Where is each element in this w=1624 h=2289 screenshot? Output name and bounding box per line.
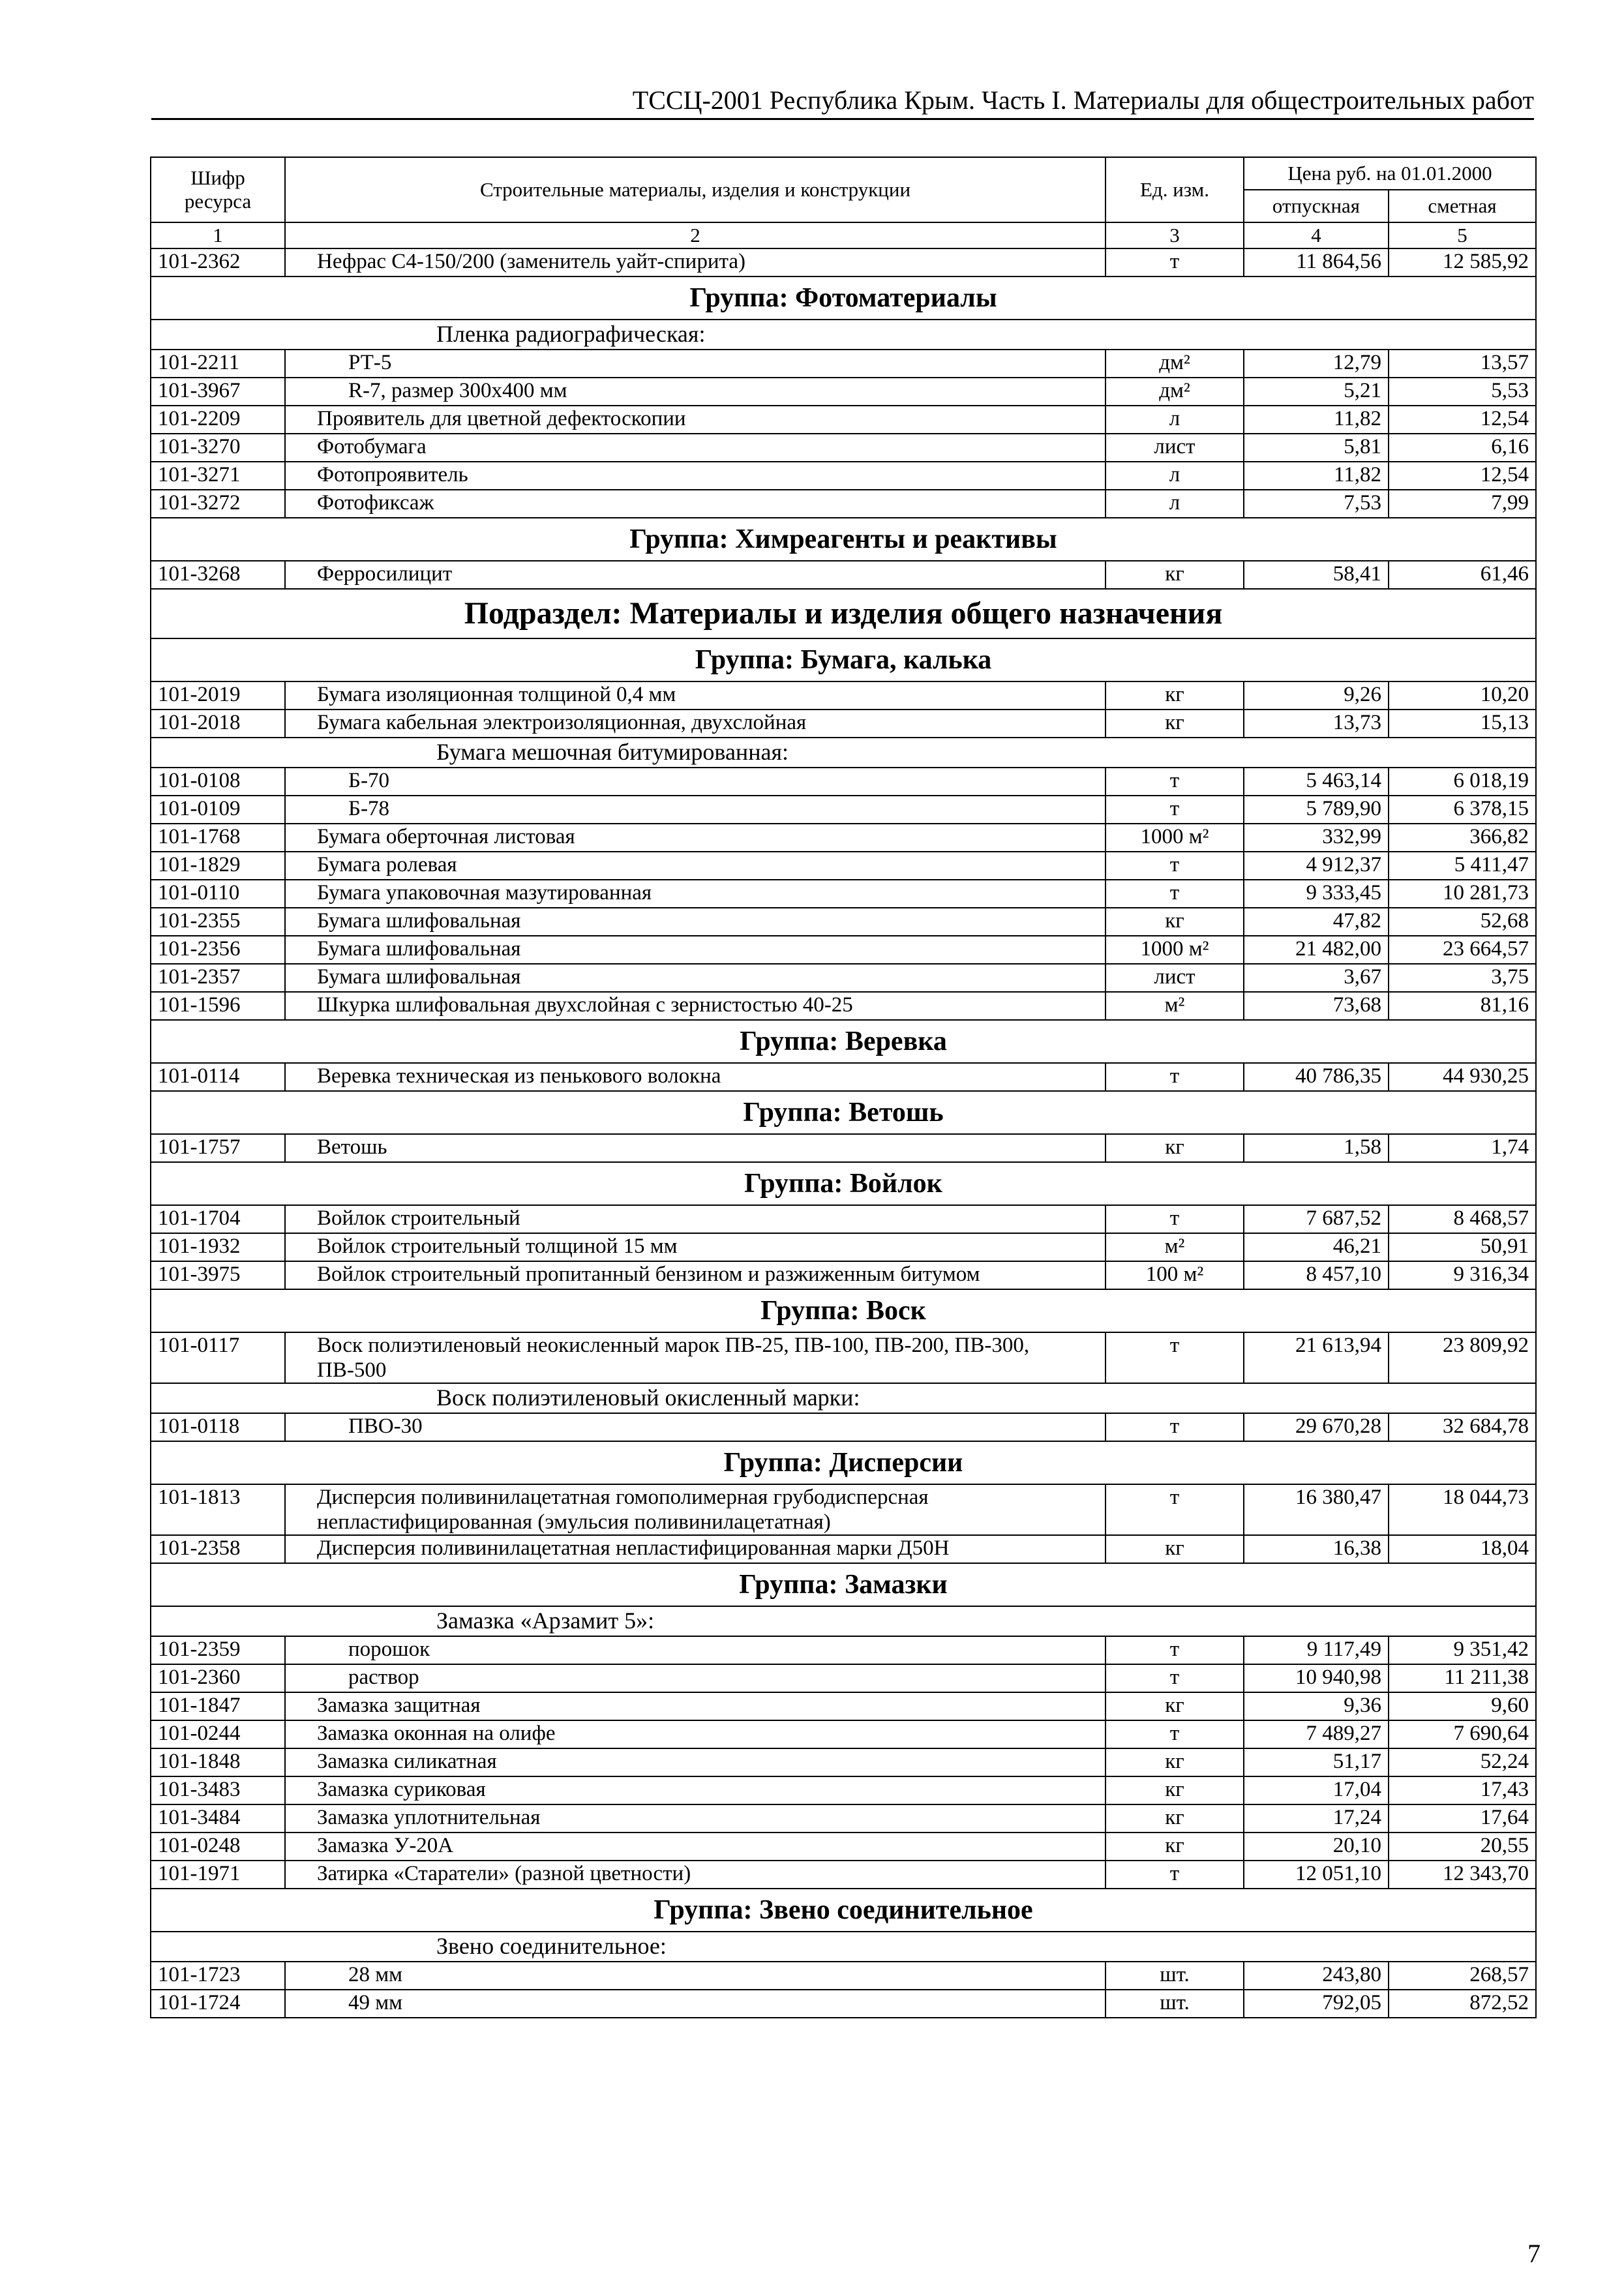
table-row: [151, 378, 1536, 406]
material-name: Затирка «Старатели» (разной цветности): [285, 1861, 1105, 1889]
subheading-label: Воск полиэтиленовый окисленный марки:: [285, 1383, 1536, 1413]
price-estimate-cell: 12 343,70: [1389, 1861, 1536, 1889]
unit-cell: т: [1105, 1861, 1244, 1889]
resource-code: 101-3272: [151, 490, 285, 518]
resource-code: 101-1848: [151, 1748, 285, 1776]
table-row: [151, 1664, 1536, 1692]
table-row: [151, 1332, 1536, 1383]
resource-code: 101-0110: [151, 880, 285, 908]
table-row: [151, 1990, 1536, 2018]
section-heading: Подраздел: Материалы и изделия общего назначения: [151, 589, 1536, 638]
material-name: Бумага шлифовальная: [285, 964, 1105, 992]
table-row: [151, 490, 1536, 518]
group-heading-row: [151, 1091, 1536, 1134]
material-name: ПВО-30: [285, 1413, 1105, 1441]
group-heading: Группа: Фотоматериалы: [151, 277, 1536, 320]
resource-code: 101-2357: [151, 964, 285, 992]
group-heading-row: [151, 518, 1536, 561]
price-estimate-cell: 11 211,38: [1389, 1664, 1536, 1692]
table-row: [151, 248, 1536, 277]
table-row: [151, 1833, 1536, 1861]
resource-code: 101-3967: [151, 378, 285, 406]
material-name: Замазка У-20А: [285, 1833, 1105, 1861]
resource-code: 101-1932: [151, 1233, 285, 1261]
price-release-cell: 7 489,27: [1244, 1720, 1389, 1748]
table-row: [151, 796, 1536, 824]
material-name: раствор: [285, 1664, 1105, 1692]
subheading-row: [151, 738, 1536, 768]
table-row: [151, 1484, 1536, 1535]
column-number: 3: [1105, 222, 1244, 248]
header-unit: Ед. изм.: [1105, 157, 1244, 222]
unit-cell: кг: [1105, 1748, 1244, 1776]
subheading-label: Звено соединительное:: [285, 1932, 1536, 1962]
price-release-cell: 7,53: [1244, 490, 1389, 518]
material-name: Нефрас С4-150/200 (заменитель уайт-спирита): [285, 248, 1105, 277]
material-name: R-7, размер 300х400 мм: [285, 378, 1105, 406]
table-row: [151, 824, 1536, 852]
resource-code: 101-2209: [151, 406, 285, 434]
unit-cell: кг: [1105, 908, 1244, 936]
header-rule: [151, 118, 1534, 120]
table-row: [151, 1134, 1536, 1162]
price-release-cell: 5 463,14: [1244, 768, 1389, 796]
price-release-cell: 9,26: [1244, 681, 1389, 710]
price-estimate-cell: 10,20: [1389, 681, 1536, 710]
table-row: [151, 908, 1536, 936]
unit-cell: л: [1105, 490, 1244, 518]
price-estimate-cell: 8 468,57: [1389, 1205, 1536, 1233]
price-release-cell: 11,82: [1244, 462, 1389, 490]
resource-code: 101-3268: [151, 561, 285, 589]
material-name: Бумага шлифовальная: [285, 936, 1105, 964]
group-heading: Группа: Воск: [151, 1289, 1536, 1332]
material-name: 28 мм: [285, 1962, 1105, 1990]
material-name: Войлок строительный: [285, 1205, 1105, 1233]
resource-code: 101-2018: [151, 710, 285, 738]
unit-cell: лист: [1105, 964, 1244, 992]
subheading-spacer: [151, 320, 285, 350]
material-name: 49 мм: [285, 1990, 1105, 2018]
material-name: Веревка техническая из пенькового волокна: [285, 1063, 1105, 1091]
material-name: Замазка оконная на олифе: [285, 1720, 1105, 1748]
material-name: Фотофиксаж: [285, 490, 1105, 518]
price-release-cell: 9 333,45: [1244, 880, 1389, 908]
price-release-cell: 4 912,37: [1244, 852, 1389, 880]
unit-cell: шт.: [1105, 1990, 1244, 2018]
subheading-row: [151, 320, 1536, 350]
resource-code: 101-2019: [151, 681, 285, 710]
price-estimate-cell: 52,24: [1389, 1748, 1536, 1776]
unit-cell: кг: [1105, 1535, 1244, 1563]
resource-code: 101-1757: [151, 1134, 285, 1162]
price-release-cell: 17,24: [1244, 1804, 1389, 1833]
resource-code: 101-2359: [151, 1636, 285, 1664]
unit-cell: шт.: [1105, 1962, 1244, 1990]
resource-code: 101-1596: [151, 992, 285, 1020]
price-estimate-cell: 44 930,25: [1389, 1063, 1536, 1091]
unit-cell: лист: [1105, 434, 1244, 462]
resource-code: 101-1847: [151, 1692, 285, 1720]
unit-cell: дм²: [1105, 350, 1244, 378]
unit-cell: т: [1105, 880, 1244, 908]
price-release-cell: 9 117,49: [1244, 1636, 1389, 1664]
material-name: Проявитель для цветной дефектоскопии: [285, 406, 1105, 434]
material-name: Бумага шлифовальная: [285, 908, 1105, 936]
price-release-cell: 16 380,47: [1244, 1484, 1389, 1535]
price-estimate-cell: 6 378,15: [1389, 796, 1536, 824]
table-row: [151, 1804, 1536, 1833]
subheading-spacer: [151, 1606, 285, 1636]
table-row: [151, 1413, 1536, 1441]
resource-code: 101-0118: [151, 1413, 285, 1441]
table-row: [151, 710, 1536, 738]
unit-cell: т: [1105, 248, 1244, 277]
material-name: Дисперсия поливинилацетатная непластифицированная марки Д50Н: [285, 1535, 1105, 1563]
material-name: Войлок строительный пропитанный бензином и разжиженным битумом: [285, 1261, 1105, 1289]
page-number: 7: [1527, 2239, 1541, 2268]
resource-code: 101-3484: [151, 1804, 285, 1833]
price-release-cell: 29 670,28: [1244, 1413, 1389, 1441]
price-estimate-cell: 23 664,57: [1389, 936, 1536, 964]
resource-code: 101-0117: [151, 1332, 285, 1383]
price-estimate-cell: 6,16: [1389, 434, 1536, 462]
resource-code: 101-3975: [151, 1261, 285, 1289]
unit-cell: м²: [1105, 992, 1244, 1020]
price-estimate-cell: 20,55: [1389, 1833, 1536, 1861]
resource-code: 101-2358: [151, 1535, 285, 1563]
resource-code: 101-0248: [151, 1833, 285, 1861]
table-row: [151, 462, 1536, 490]
table-row: [151, 1063, 1536, 1091]
subheading-label: Замазка «Арзамит 5»:: [285, 1606, 1536, 1636]
material-name: РТ-5: [285, 350, 1105, 378]
table-row: [151, 1720, 1536, 1748]
unit-cell: 1000 м²: [1105, 936, 1244, 964]
table-row: [151, 1692, 1536, 1720]
subheading-spacer: [151, 1932, 285, 1962]
subheading-label: Бумага мешочная битумированная:: [285, 738, 1536, 768]
table-row: [151, 1205, 1536, 1233]
group-heading: Группа: Ветошь: [151, 1091, 1536, 1134]
price-release-cell: 51,17: [1244, 1748, 1389, 1776]
price-release-cell: 58,41: [1244, 561, 1389, 589]
subheading-row: [151, 1932, 1536, 1962]
unit-cell: л: [1105, 462, 1244, 490]
resource-code: 101-2356: [151, 936, 285, 964]
resource-code: 101-3271: [151, 462, 285, 490]
material-name: Б-70: [285, 768, 1105, 796]
material-name: Замазка силикатная: [285, 1748, 1105, 1776]
price-release-cell: 13,73: [1244, 710, 1389, 738]
price-release-cell: 17,04: [1244, 1776, 1389, 1804]
table-row: [151, 1233, 1536, 1261]
price-release-cell: 7 687,52: [1244, 1205, 1389, 1233]
unit-cell: кг: [1105, 1692, 1244, 1720]
column-number: 1: [151, 222, 285, 248]
group-heading: Группа: Войлок: [151, 1162, 1536, 1205]
subheading-row: [151, 1606, 1536, 1636]
resource-code: 101-2211: [151, 350, 285, 378]
material-name: Замазка уплотнительная: [285, 1804, 1105, 1833]
resource-code: 101-1829: [151, 852, 285, 880]
group-heading: Группа: Дисперсии: [151, 1441, 1536, 1484]
price-estimate-cell: 7,99: [1389, 490, 1536, 518]
unit-cell: т: [1105, 796, 1244, 824]
material-name: Бумага оберточная листовая: [285, 824, 1105, 852]
resource-code: 101-1704: [151, 1205, 285, 1233]
resource-code: 101-1724: [151, 1990, 285, 2018]
material-name: Воск полиэтиленовый неокисленный марок ПВ-25, ПВ-100, ПВ-200, ПВ-300, ПВ-500: [285, 1332, 1105, 1383]
price-release-cell: 792,05: [1244, 1990, 1389, 2018]
material-name: Замазка суриковая: [285, 1776, 1105, 1804]
group-heading: Группа: Веревка: [151, 1020, 1536, 1063]
price-estimate-cell: 9 351,42: [1389, 1636, 1536, 1664]
unit-cell: т: [1105, 1413, 1244, 1441]
resource-code: 101-0244: [151, 1720, 285, 1748]
price-estimate-cell: 12,54: [1389, 406, 1536, 434]
material-name: Ферросилицит: [285, 561, 1105, 589]
unit-cell: кг: [1105, 710, 1244, 738]
subheading-label: Пленка радиографическая:: [285, 320, 1536, 350]
price-estimate-cell: 15,13: [1389, 710, 1536, 738]
price-table-body: [151, 157, 1536, 2018]
header-price-estimate: сметная: [1389, 190, 1536, 222]
resource-code: 101-3483: [151, 1776, 285, 1804]
resource-code: 101-0114: [151, 1063, 285, 1091]
price-release-cell: 11,82: [1244, 406, 1389, 434]
price-estimate-cell: 5,53: [1389, 378, 1536, 406]
price-estimate-cell: 872,52: [1389, 1990, 1536, 2018]
price-estimate-cell: 9 316,34: [1389, 1261, 1536, 1289]
unit-cell: кг: [1105, 1776, 1244, 1804]
group-heading-row: [151, 1162, 1536, 1205]
unit-cell: кг: [1105, 561, 1244, 589]
price-release-cell: 46,21: [1244, 1233, 1389, 1261]
resource-code: 101-2355: [151, 908, 285, 936]
unit-cell: 1000 м²: [1105, 824, 1244, 852]
table-row: [151, 406, 1536, 434]
material-name: Бумага упаковочная мазутированная: [285, 880, 1105, 908]
table-row: [151, 1636, 1536, 1664]
table-row: [151, 852, 1536, 880]
unit-cell: т: [1105, 1636, 1244, 1664]
table-row: [151, 1261, 1536, 1289]
material-name: порошок: [285, 1636, 1105, 1664]
table-row: [151, 350, 1536, 378]
material-name: Войлок строительный толщиной 15 мм: [285, 1233, 1105, 1261]
material-name: Бумага изоляционная толщиной 0,4 мм: [285, 681, 1105, 710]
page-header-title: ТССЦ-2001 Республика Крым. Часть I. Материалы для общестроительных работ: [632, 85, 1534, 115]
subheading-spacer: [151, 1383, 285, 1413]
price-estimate-cell: 7 690,64: [1389, 1720, 1536, 1748]
table-header-row: [151, 157, 1536, 190]
group-heading-row: [151, 277, 1536, 320]
header-price-group: Цена руб. на 01.01.2000: [1244, 157, 1536, 190]
resource-code: 101-1971: [151, 1861, 285, 1889]
material-name: Бумага кабельная электроизоляционная, двухслойная: [285, 710, 1105, 738]
group-heading-row: [151, 1563, 1536, 1606]
price-release-cell: 1,58: [1244, 1134, 1389, 1162]
resource-code: 101-2362: [151, 248, 285, 277]
table-row: [151, 434, 1536, 462]
group-heading-row: [151, 638, 1536, 681]
price-estimate-cell: 9,60: [1389, 1692, 1536, 1720]
section-heading-row: [151, 589, 1536, 638]
table-row: [151, 1962, 1536, 1990]
price-estimate-cell: 12,54: [1389, 462, 1536, 490]
header-price-release: отпускная: [1244, 190, 1389, 222]
material-name: Шкурка шлифовальная двухслойная с зернистостью 40-25: [285, 992, 1105, 1020]
unit-cell: т: [1105, 1720, 1244, 1748]
price-estimate-cell: 52,68: [1389, 908, 1536, 936]
header-name: Строительные материалы, изделия и конструкции: [285, 157, 1105, 222]
price-release-cell: 332,99: [1244, 824, 1389, 852]
price-estimate-cell: 268,57: [1389, 1962, 1536, 1990]
table-row: [151, 992, 1536, 1020]
group-heading-row: [151, 1889, 1536, 1932]
price-release-cell: 12 051,10: [1244, 1861, 1389, 1889]
table-row: [151, 561, 1536, 589]
subheading-spacer: [151, 738, 285, 768]
price-estimate-cell: 13,57: [1389, 350, 1536, 378]
table-row: [151, 880, 1536, 908]
group-heading: Группа: Бумага, калька: [151, 638, 1536, 681]
price-estimate-cell: 32 684,78: [1389, 1413, 1536, 1441]
unit-cell: т: [1105, 852, 1244, 880]
price-release-cell: 3,67: [1244, 964, 1389, 992]
table-row: [151, 1748, 1536, 1776]
material-name: Ветошь: [285, 1134, 1105, 1162]
price-release-cell: 12,79: [1244, 350, 1389, 378]
price-release-cell: 5,21: [1244, 378, 1389, 406]
price-estimate-cell: 17,43: [1389, 1776, 1536, 1804]
table-row: [151, 1861, 1536, 1889]
unit-cell: кг: [1105, 1833, 1244, 1861]
table-row: [151, 936, 1536, 964]
subheading-row: [151, 1383, 1536, 1413]
group-heading-row: [151, 1020, 1536, 1063]
unit-cell: т: [1105, 1063, 1244, 1091]
price-estimate-cell: 17,64: [1389, 1804, 1536, 1833]
material-name: Б-78: [285, 796, 1105, 824]
price-estimate-cell: 1,74: [1389, 1134, 1536, 1162]
unit-cell: 100 м²: [1105, 1261, 1244, 1289]
price-estimate-cell: 366,82: [1389, 824, 1536, 852]
price-estimate-cell: 3,75: [1389, 964, 1536, 992]
price-estimate-cell: 50,91: [1389, 1233, 1536, 1261]
price-estimate-cell: 23 809,92: [1389, 1332, 1536, 1383]
price-release-cell: 243,80: [1244, 1962, 1389, 1990]
column-number-row: [151, 222, 1536, 248]
material-name: Замазка защитная: [285, 1692, 1105, 1720]
price-release-cell: 16,38: [1244, 1535, 1389, 1563]
group-heading-row: [151, 1289, 1536, 1332]
unit-cell: дм²: [1105, 378, 1244, 406]
price-release-cell: 20,10: [1244, 1833, 1389, 1861]
price-release-cell: 21 482,00: [1244, 936, 1389, 964]
price-estimate-cell: 18 044,73: [1389, 1484, 1536, 1535]
price-estimate-cell: 10 281,73: [1389, 880, 1536, 908]
price-estimate-cell: 12 585,92: [1389, 248, 1536, 277]
unit-cell: кг: [1105, 1134, 1244, 1162]
unit-cell: м²: [1105, 1233, 1244, 1261]
unit-cell: т: [1105, 1484, 1244, 1535]
price-estimate-cell: 61,46: [1389, 561, 1536, 589]
price-release-cell: 47,82: [1244, 908, 1389, 936]
unit-cell: т: [1105, 1205, 1244, 1233]
price-release-cell: 21 613,94: [1244, 1332, 1389, 1383]
resource-code: 101-1813: [151, 1484, 285, 1535]
group-heading: Группа: Замазки: [151, 1563, 1536, 1606]
column-number: 2: [285, 222, 1105, 248]
unit-cell: л: [1105, 406, 1244, 434]
material-name: Дисперсия поливинилацетатная гомополимерная грубодисперсная непластифицированная (эмульсия поливинилацетатная): [285, 1484, 1105, 1535]
table-row: [151, 681, 1536, 710]
table-row: [151, 1776, 1536, 1804]
price-release-cell: 73,68: [1244, 992, 1389, 1020]
group-heading-row: [151, 1441, 1536, 1484]
price-release-cell: 5 789,90: [1244, 796, 1389, 824]
unit-cell: т: [1105, 768, 1244, 796]
price-release-cell: 11 864,56: [1244, 248, 1389, 277]
price-estimate-cell: 81,16: [1389, 992, 1536, 1020]
material-name: Бумага ролевая: [285, 852, 1105, 880]
table-row: [151, 1535, 1536, 1563]
price-estimate-cell: 5 411,47: [1389, 852, 1536, 880]
table-row: [151, 768, 1536, 796]
resource-code: 101-3270: [151, 434, 285, 462]
resource-code: 101-0109: [151, 796, 285, 824]
resource-code: 101-0108: [151, 768, 285, 796]
header-code: Шифр ресурса: [151, 157, 285, 222]
price-release-cell: 8 457,10: [1244, 1261, 1389, 1289]
unit-cell: кг: [1105, 681, 1244, 710]
price-release-cell: 10 940,98: [1244, 1664, 1389, 1692]
material-name: Фотобумага: [285, 434, 1105, 462]
price-estimate-cell: 18,04: [1389, 1535, 1536, 1563]
material-name: Фотопроявитель: [285, 462, 1105, 490]
table-row: [151, 964, 1536, 992]
price-release-cell: 40 786,35: [1244, 1063, 1389, 1091]
group-heading: Группа: Звено соединительное: [151, 1889, 1536, 1932]
resource-code: 101-1723: [151, 1962, 285, 1990]
column-number: 4: [1244, 222, 1389, 248]
price-release-cell: 9,36: [1244, 1692, 1389, 1720]
unit-cell: т: [1105, 1332, 1244, 1383]
price-estimate-cell: 6 018,19: [1389, 768, 1536, 796]
group-heading: Группа: Химреагенты и реактивы: [151, 518, 1536, 561]
price-table: [150, 157, 1537, 2018]
price-release-cell: 5,81: [1244, 434, 1389, 462]
unit-cell: кг: [1105, 1804, 1244, 1833]
unit-cell: т: [1105, 1664, 1244, 1692]
resource-code: 101-2360: [151, 1664, 285, 1692]
column-number: 5: [1389, 222, 1536, 248]
resource-code: 101-1768: [151, 824, 285, 852]
